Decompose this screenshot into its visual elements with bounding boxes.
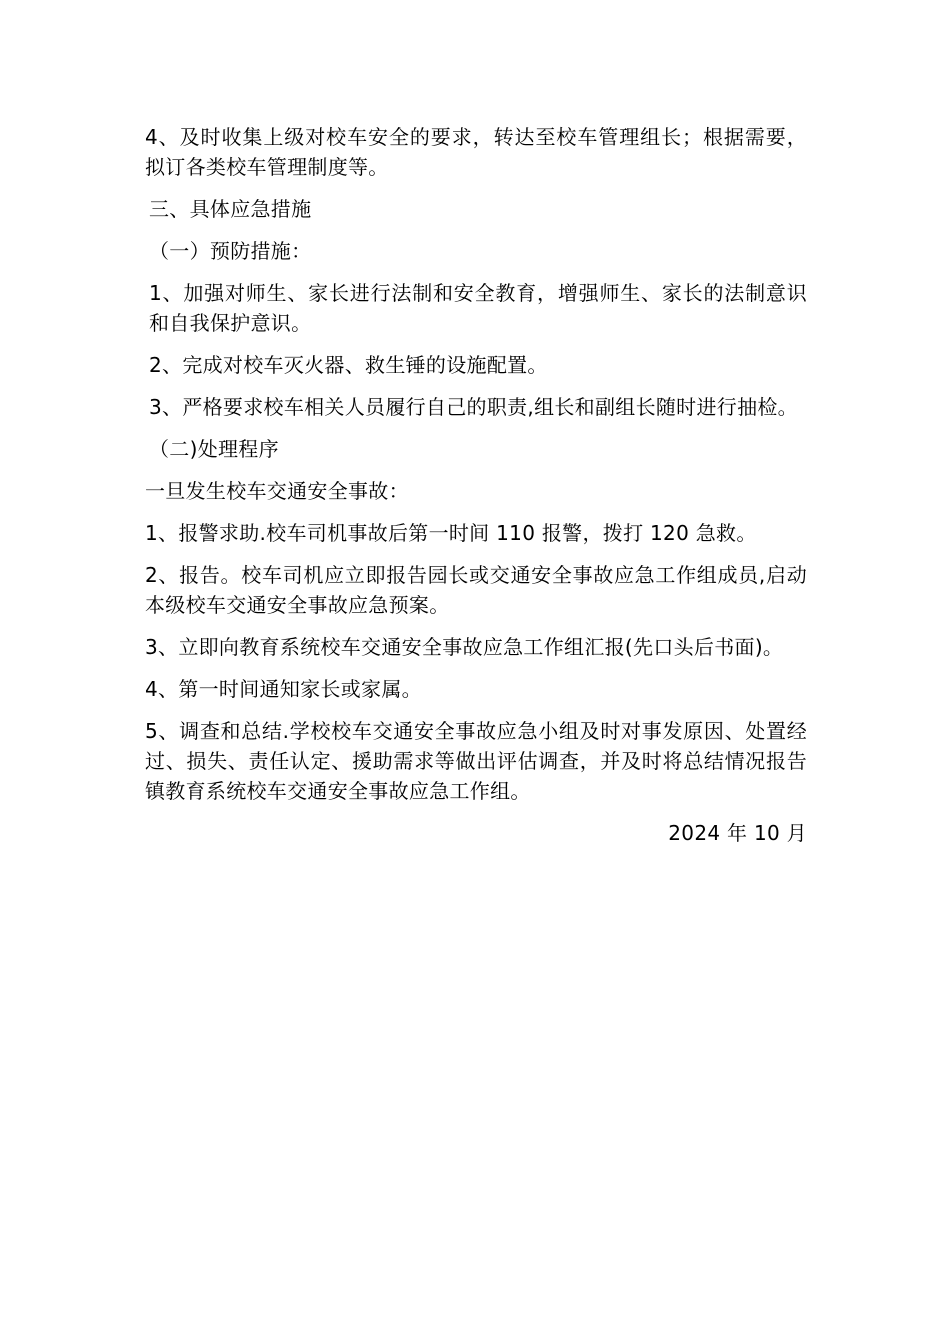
subsection-heading-prevention: （一）预防措施： [149, 239, 312, 263]
paragraph-prevention-2: 2、完成对校车灭火器、救生锤的设施配置。 [149, 353, 548, 377]
paragraph-prevention-3: 3、严格要求校车相关人员履行自己的职责,组长和副组长随时进行抽检。 [149, 395, 798, 419]
subsection-heading-procedure: （二)处理程序 [149, 437, 279, 461]
document-body [145, 122, 807, 860]
paragraph-procedure-intro: 一旦发生校车交通安全事故： [145, 479, 409, 503]
paragraph-item-4-duty: 4、及时收集上级对校车安全的要求，转达至校车管理组长；根据需要，拟订各类校车管理制度等。 [145, 125, 807, 179]
paragraph-procedure-3: 3、立即向教育系统校车交通安全事故应急工作组汇报(先口头后书面)。 [145, 635, 784, 659]
section-heading-emergency-measures: 三、具体应急措施 [149, 197, 312, 221]
paragraph-procedure-5: 5、调查和总结.学校校车交通安全事故应急小组及时对事发原因、处置经过、损失、责任认定、援助需求等做出评估调查，并及时将总结情况报告镇教育系统校车交通安全事故应急工作组。 [145, 719, 807, 803]
document-date: 2024 年 10 月 [668, 821, 807, 845]
paragraph-prevention-1: 1、加强对师生、家长进行法制和安全教育，增强师生、家长的法制意识和自我保护意识。 [149, 281, 807, 335]
paragraph-procedure-1: 1、报警求助.校车司机事故后第一时间 110 报警，拨打 120 急救。 [145, 521, 757, 545]
paragraph-procedure-2: 2、报告。校车司机应立即报告园长或交通安全事故应急工作组成员,启动本级校车交通安全事故应急预案。 [145, 563, 807, 617]
paragraph-procedure-4: 4、第一时间通知家长或家属。 [145, 677, 422, 701]
